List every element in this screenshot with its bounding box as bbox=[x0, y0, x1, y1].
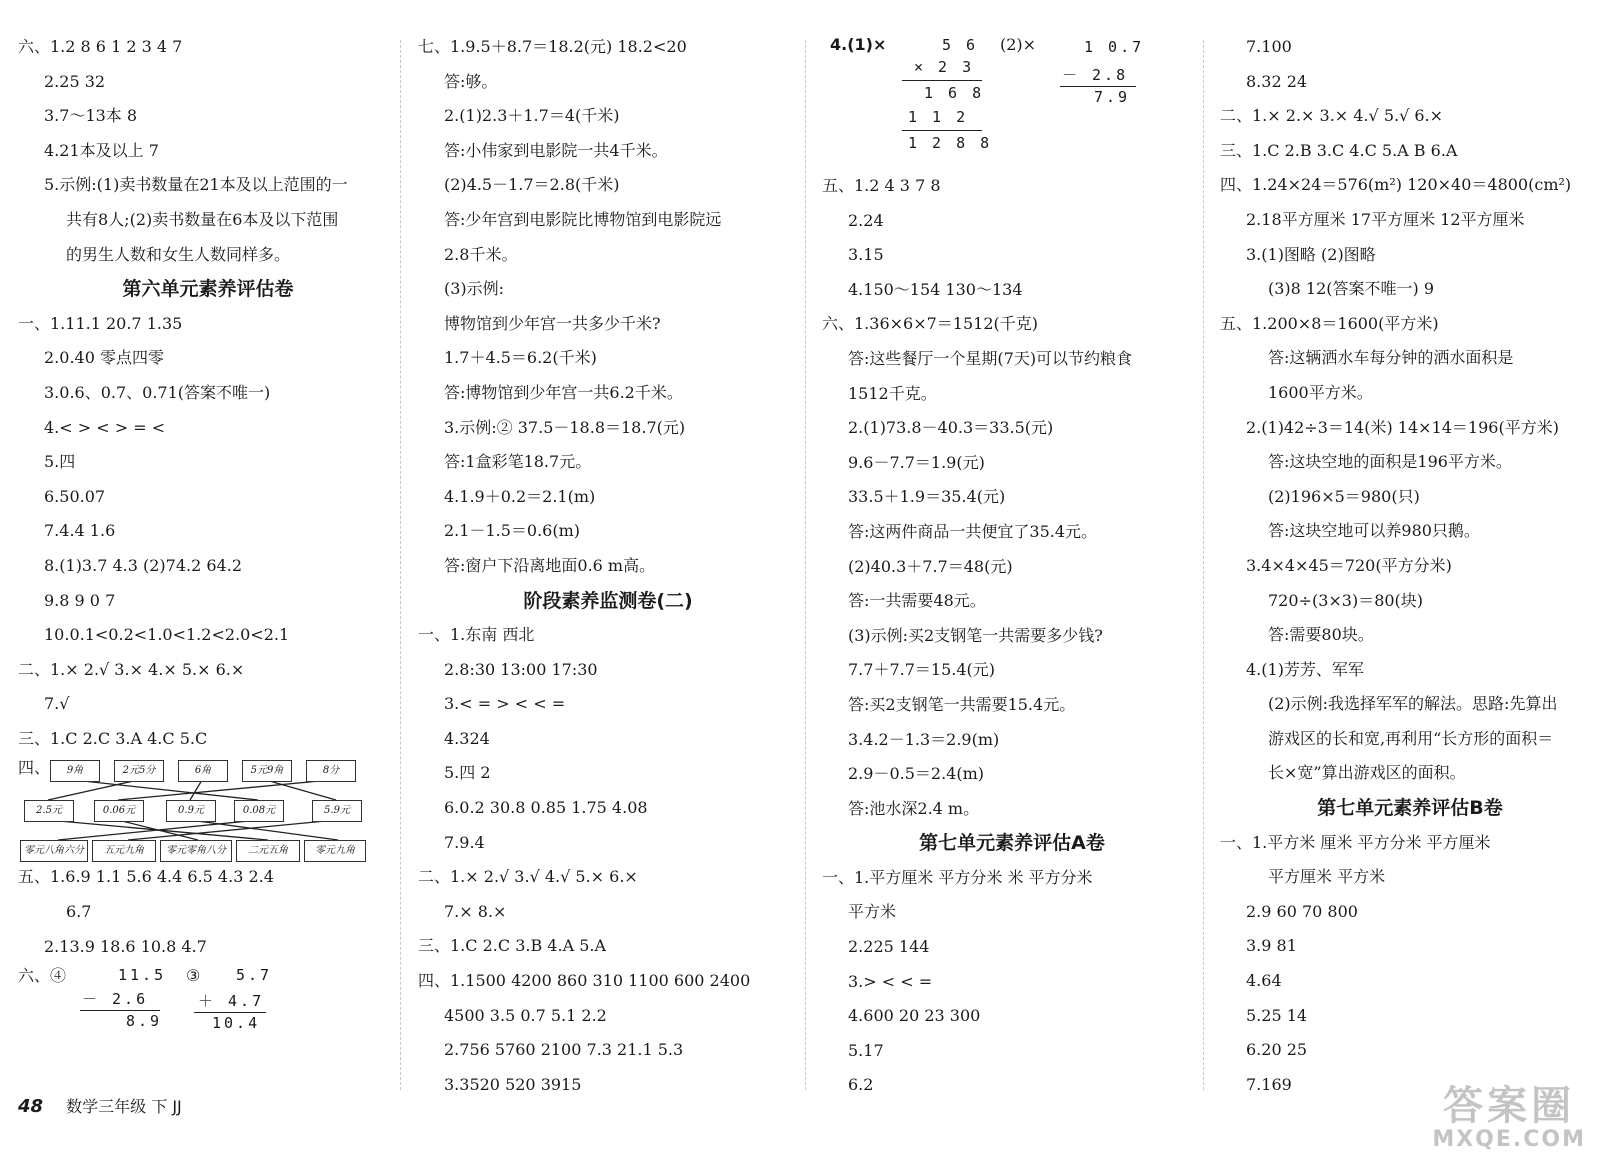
section-heading: 阶段素养监测卷(二) bbox=[523, 589, 693, 612]
watermark bbox=[1432, 1085, 1586, 1152]
calc-row: 1 1 2 bbox=[908, 108, 969, 126]
match-box-mid: 2.5元 bbox=[24, 800, 74, 822]
answer-line: 答:这辆洒水车每分钟的洒水面积是 bbox=[1268, 348, 1514, 368]
answer-line: 5.四 bbox=[44, 452, 76, 472]
answer-line: 游戏区的长和宽,再利用“长方形的面积＝ bbox=[1268, 728, 1554, 748]
answer-line: 7.7＋7.7＝15.4(元) bbox=[848, 660, 996, 680]
answer-line: 5.25 14 bbox=[1246, 1005, 1308, 1025]
answer-line: (2)× bbox=[1000, 35, 1037, 54]
answer-line: 6.20 25 bbox=[1246, 1040, 1308, 1060]
match-box-top: 2元5分 bbox=[114, 760, 164, 782]
answer-line: 2.1－1.5＝0.6(m) bbox=[444, 521, 580, 541]
answer-line: 二、1.× 2.√ 3.√ 4.√ 5.× 6.× bbox=[418, 867, 638, 887]
answer-line: 三、1.C 2.B 3.C 4.C 5.A B 6.A bbox=[1220, 140, 1458, 160]
answer-line: 7.9.4 bbox=[444, 832, 485, 852]
answer-line: 3.< = > < < = bbox=[444, 694, 566, 714]
answer-line: 7.100 bbox=[1246, 37, 1292, 56]
answer-line: 四、 bbox=[18, 758, 51, 778]
answer-line: 共有8人;(2)卖书数量在6本及以下范围 bbox=[66, 209, 339, 229]
answer-line: 2.9－0.5＝2.4(m) bbox=[848, 764, 984, 784]
answer-line: 5.示例:(1)卖书数量在21本及以上范围的一 bbox=[44, 175, 348, 195]
answer-line: 一、1.平方厘米 平方分米 米 平方分米 bbox=[822, 867, 1093, 887]
answer-line: 答:够。 bbox=[444, 71, 498, 91]
answer-line: 2.(1)42÷3＝14(米) 14×14＝196(平方米) bbox=[1246, 417, 1559, 437]
answer-line: 二、1.× 2.× 3.× 4.√ 5.√ 6.× bbox=[1220, 106, 1444, 126]
answer-line: (2)示例:我选择军军的解法。思路:先算出 bbox=[1268, 694, 1558, 714]
section-heading: 第七单元素养评估A卷 bbox=[919, 832, 1105, 855]
section-heading: 第七单元素养评估B卷 bbox=[1317, 797, 1503, 820]
answer-line: 答:买2支钢笔一共需要15.4元。 bbox=[848, 694, 1076, 714]
watermark-logo: 答案圈 bbox=[1443, 1083, 1576, 1129]
answer-line: 四、1.1500 4200 860 310 1100 600 2400 bbox=[418, 971, 751, 991]
answer-line: 三、1.C 2.C 3.A 4.C 5.C bbox=[18, 728, 208, 748]
calc-row: 1 0.7 bbox=[1084, 38, 1145, 56]
answer-line: 3.> < < = bbox=[848, 971, 933, 991]
match-box-top: 5元9角 bbox=[242, 760, 292, 782]
answer-line: 6.2 bbox=[848, 1075, 874, 1095]
answer-line: 六、1.36×6×7＝1512(千克) bbox=[822, 314, 1039, 334]
answer-line: 答:这块空地的面积是196平方米。 bbox=[1268, 452, 1512, 472]
answer-line: 答:这两件商品一共便宜了35.4元。 bbox=[848, 521, 1098, 541]
answer-line: 平方米 bbox=[848, 902, 897, 922]
answer-line: 4.< > < > = < bbox=[44, 417, 166, 437]
calc-rule bbox=[1060, 86, 1136, 87]
answer-line: 2.225 144 bbox=[848, 937, 930, 957]
answer-line: 2.13.9 18.6 10.8 4.7 bbox=[44, 936, 207, 956]
calc-row: 5.7 bbox=[236, 966, 273, 985]
answer-line: 3.4×4×45＝720(平方分米) bbox=[1246, 555, 1452, 575]
answer-line: 3.7～13本 8 bbox=[44, 106, 138, 126]
calc-rule bbox=[194, 1012, 266, 1013]
calc-row: 1 2 8 8 bbox=[908, 134, 993, 152]
answer-line: 答:一共需要48元。 bbox=[848, 591, 986, 611]
answer-line: 8.32 24 bbox=[1246, 71, 1308, 91]
match-box-top: 9角 bbox=[50, 760, 100, 782]
answer-line: 答:这些餐厅一个星期(7天)可以节约粮食 bbox=[848, 348, 1133, 368]
vertical-calculation bbox=[18, 964, 398, 1034]
answer-line: 1600平方米。 bbox=[1268, 382, 1373, 402]
answer-column-2 bbox=[418, 30, 798, 1102]
answer-line: 5.四 2 bbox=[444, 763, 491, 783]
match-box-bottom: 二元五角 bbox=[236, 840, 300, 862]
answer-line: 四、1.24×24＝576(m²) 120×40＝4800(cm²) bbox=[1220, 175, 1572, 195]
answer-line: 七、1.9.5＋8.7＝18.2(元) 18.2<20 bbox=[418, 37, 687, 56]
calc-rule bbox=[902, 80, 982, 81]
answer-line: 3.3520 520 3915 bbox=[444, 1074, 582, 1094]
answer-column-1 bbox=[18, 30, 398, 1034]
answer-line: 1512千克。 bbox=[848, 383, 937, 403]
answer-line: 三、1.C 2.C 3.B 4.A 5.A bbox=[418, 936, 607, 956]
page-footer bbox=[18, 1093, 182, 1121]
match-box-top: 8分 bbox=[306, 760, 356, 782]
match-box-mid: 0.9元 bbox=[166, 800, 216, 822]
answer-line: 7.√ bbox=[44, 694, 70, 714]
answer-line: 4.(1)芳芳、军军 bbox=[1246, 659, 1364, 679]
calc-row: － 2.6 bbox=[82, 990, 149, 1009]
answer-line: 4.324 bbox=[444, 728, 490, 748]
answer-line: 2.18平方厘米 17平方厘米 12平方厘米 bbox=[1246, 209, 1525, 229]
calc-row: ＋ 4.7 bbox=[198, 992, 265, 1011]
answer-line: 长×宽”算出游戏区的面积。 bbox=[1268, 763, 1466, 783]
column-divider bbox=[1203, 40, 1204, 1090]
answer-line: 4.1.9＋0.2＝2.1(m) bbox=[444, 486, 596, 506]
match-box-mid: 0.08元 bbox=[234, 800, 284, 822]
answer-line: 答:池水深2.4 m。 bbox=[848, 798, 980, 818]
calc-row: 11.5 bbox=[118, 966, 167, 985]
answer-line: 4.150～154 130～134 bbox=[848, 279, 1023, 299]
answer-line: 平方厘米 平方米 bbox=[1268, 867, 1386, 887]
answer-line: 六、④ bbox=[18, 966, 67, 986]
answer-line: 2.8:30 13:00 17:30 bbox=[444, 659, 598, 679]
answer-line: 4.600 20 23 300 bbox=[848, 1006, 981, 1026]
answer-line: 3.0.6、0.7、0.71(答案不唯一) bbox=[44, 382, 271, 402]
answer-line: (3)示例:买2支钢笔一共需要多少钱? bbox=[848, 625, 1103, 645]
answer-line: 7.4.4 1.6 bbox=[44, 521, 116, 541]
answer-line: 二、1.× 2.√ 3.× 4.× 5.× 6.× bbox=[18, 659, 245, 679]
answer-line: 2.756 5760 2100 7.3 21.1 5.3 bbox=[444, 1040, 684, 1060]
answer-line: 1.7＋4.5＝6.2(千米) bbox=[444, 348, 597, 368]
calc-rule bbox=[80, 1010, 160, 1011]
answer-line: 4.64 bbox=[1246, 971, 1282, 991]
answer-line: 9.8 9 0 7 bbox=[44, 590, 116, 610]
watermark-url: MXQE.COM bbox=[1432, 1127, 1586, 1152]
answer-line: (2)4.5－1.7＝2.8(千米) bbox=[444, 175, 620, 195]
answer-line: 2.(1)2.3＋1.7＝4(千米) bbox=[444, 106, 620, 126]
answer-line: 五、1.6.9 1.1 5.6 4.4 6.5 4.3 2.4 bbox=[18, 867, 274, 887]
answer-line: 2.0.40 零点四零 bbox=[44, 348, 164, 368]
answer-line: 4500 3.5 0.7 5.1 2.2 bbox=[444, 1005, 607, 1025]
answer-line: 六、1.2 8 6 1 2 3 4 7 bbox=[18, 37, 183, 56]
answer-line: 8.(1)3.7 4.3 (2)74.2 64.2 bbox=[44, 555, 242, 575]
answer-line: 2.(1)73.8－40.3＝33.5(元) bbox=[848, 418, 1054, 438]
answer-line: 6.7 bbox=[66, 902, 92, 922]
answer-line: 答:少年宫到电影院比博物馆到电影院远 bbox=[444, 209, 722, 229]
answer-line: 的男生人数和女生人数同样多。 bbox=[66, 244, 291, 264]
calc-row: － 2.8 bbox=[1062, 66, 1129, 84]
calc-row: × 2 3 bbox=[914, 58, 975, 76]
matching-diagram bbox=[18, 756, 398, 860]
answer-line: 一、1.11.1 20.7 1.35 bbox=[18, 313, 183, 333]
calc-row: 8.9 bbox=[126, 1012, 163, 1031]
answer-line: (3)示例: bbox=[444, 279, 505, 299]
match-box-mid: 5.9元 bbox=[312, 800, 362, 822]
vertical-calculation bbox=[822, 30, 1202, 169]
answer-line: 2.8千米。 bbox=[444, 244, 518, 264]
match-box-bottom: 五元九角 bbox=[92, 840, 156, 862]
match-box-bottom: 零元九角 bbox=[304, 840, 366, 862]
answer-line: 2.9 60 70 800 bbox=[1246, 901, 1358, 921]
answer-line: 6.0.2 30.8 0.85 1.75 4.08 bbox=[444, 798, 648, 818]
match-box-top: 6角 bbox=[178, 760, 228, 782]
answer-line: 博物馆到少年宫一共多少千米? bbox=[444, 313, 661, 333]
answer-line: 3.15 bbox=[848, 245, 884, 265]
answer-line: 720÷(3×3)＝80(块) bbox=[1268, 590, 1424, 610]
answer-column-4 bbox=[1220, 30, 1600, 1102]
answer-line: 五、1.200×8＝1600(平方米) bbox=[1220, 313, 1439, 333]
calc-row: 10.4 bbox=[212, 1014, 261, 1033]
answer-line: 答:需要80块。 bbox=[1268, 625, 1374, 645]
calc-rule bbox=[902, 130, 982, 131]
answer-line: 答:博物馆到少年宫一共6.2千米。 bbox=[444, 382, 683, 402]
calc-row: 7.9 bbox=[1094, 88, 1131, 106]
answer-line: ③ bbox=[186, 966, 201, 986]
calc-row: 5 6 bbox=[942, 36, 979, 54]
book-subject: 数学三年级 下 JJ bbox=[66, 1097, 182, 1116]
column-divider bbox=[400, 40, 401, 1090]
answer-line: 3.示例:② 37.5－18.8＝18.7(元) bbox=[444, 417, 686, 437]
answer-line: 5.17 bbox=[848, 1040, 884, 1060]
page-number: 48 bbox=[18, 1096, 44, 1117]
match-box-bottom: 零元八角六分 bbox=[20, 840, 88, 862]
answer-line: 3.4.2－1.3＝2.9(m) bbox=[848, 729, 1000, 749]
answer-line: 7.169 bbox=[1246, 1074, 1292, 1094]
section-heading: 第六单元素养评估卷 bbox=[122, 278, 294, 301]
answer-line: 一、1.平方米 厘米 平方分米 平方厘米 bbox=[1220, 832, 1491, 852]
answer-line: 2.24 bbox=[848, 210, 884, 230]
answer-line: 一、1.东南 西北 bbox=[418, 625, 535, 645]
answer-line: 3.(1)图略 (2)图略 bbox=[1246, 244, 1376, 264]
answer-line: 答:1盒彩笔18.7元。 bbox=[444, 452, 592, 472]
answer-line: 7.× 8.× bbox=[444, 901, 507, 921]
match-box-mid: 0.06元 bbox=[94, 800, 144, 822]
answer-line: 2.25 32 bbox=[44, 71, 106, 91]
answer-line: 10.0.1<0.2<1.0<1.2<2.0<2.1 bbox=[44, 625, 290, 645]
answer-line: 9.6－7.7＝1.9(元) bbox=[848, 452, 985, 472]
answer-line: (2)196×5＝980(只) bbox=[1268, 486, 1420, 506]
answer-line: 答:这块空地可以养980只鹅。 bbox=[1268, 521, 1480, 541]
answer-line: 3.9 81 bbox=[1246, 936, 1297, 956]
answer-line: 6.50.07 bbox=[44, 486, 106, 506]
answer-line: (2)40.3＋7.7＝48(元) bbox=[848, 556, 1013, 576]
match-box-bottom: 零元零角八分 bbox=[160, 840, 232, 862]
calc-row: 1 6 8 bbox=[924, 84, 985, 102]
column-divider bbox=[805, 40, 806, 1090]
answer-line: 五、1.2 4 3 7 8 bbox=[822, 176, 941, 195]
answer-column-3 bbox=[822, 30, 1202, 1103]
answer-line: (3)8 12(答案不唯一) 9 bbox=[1268, 279, 1435, 299]
answer-line: 答:窗户下沿离地面0.6 m高。 bbox=[444, 555, 656, 575]
answer-line: 4.(1)× bbox=[830, 35, 887, 54]
answer-line: 答:小伟家到电影院一共4千米。 bbox=[444, 140, 668, 160]
answer-line: 33.5＋1.9＝35.4(元) bbox=[848, 487, 1006, 507]
answer-line: 4.21本及以上 7 bbox=[44, 140, 159, 160]
